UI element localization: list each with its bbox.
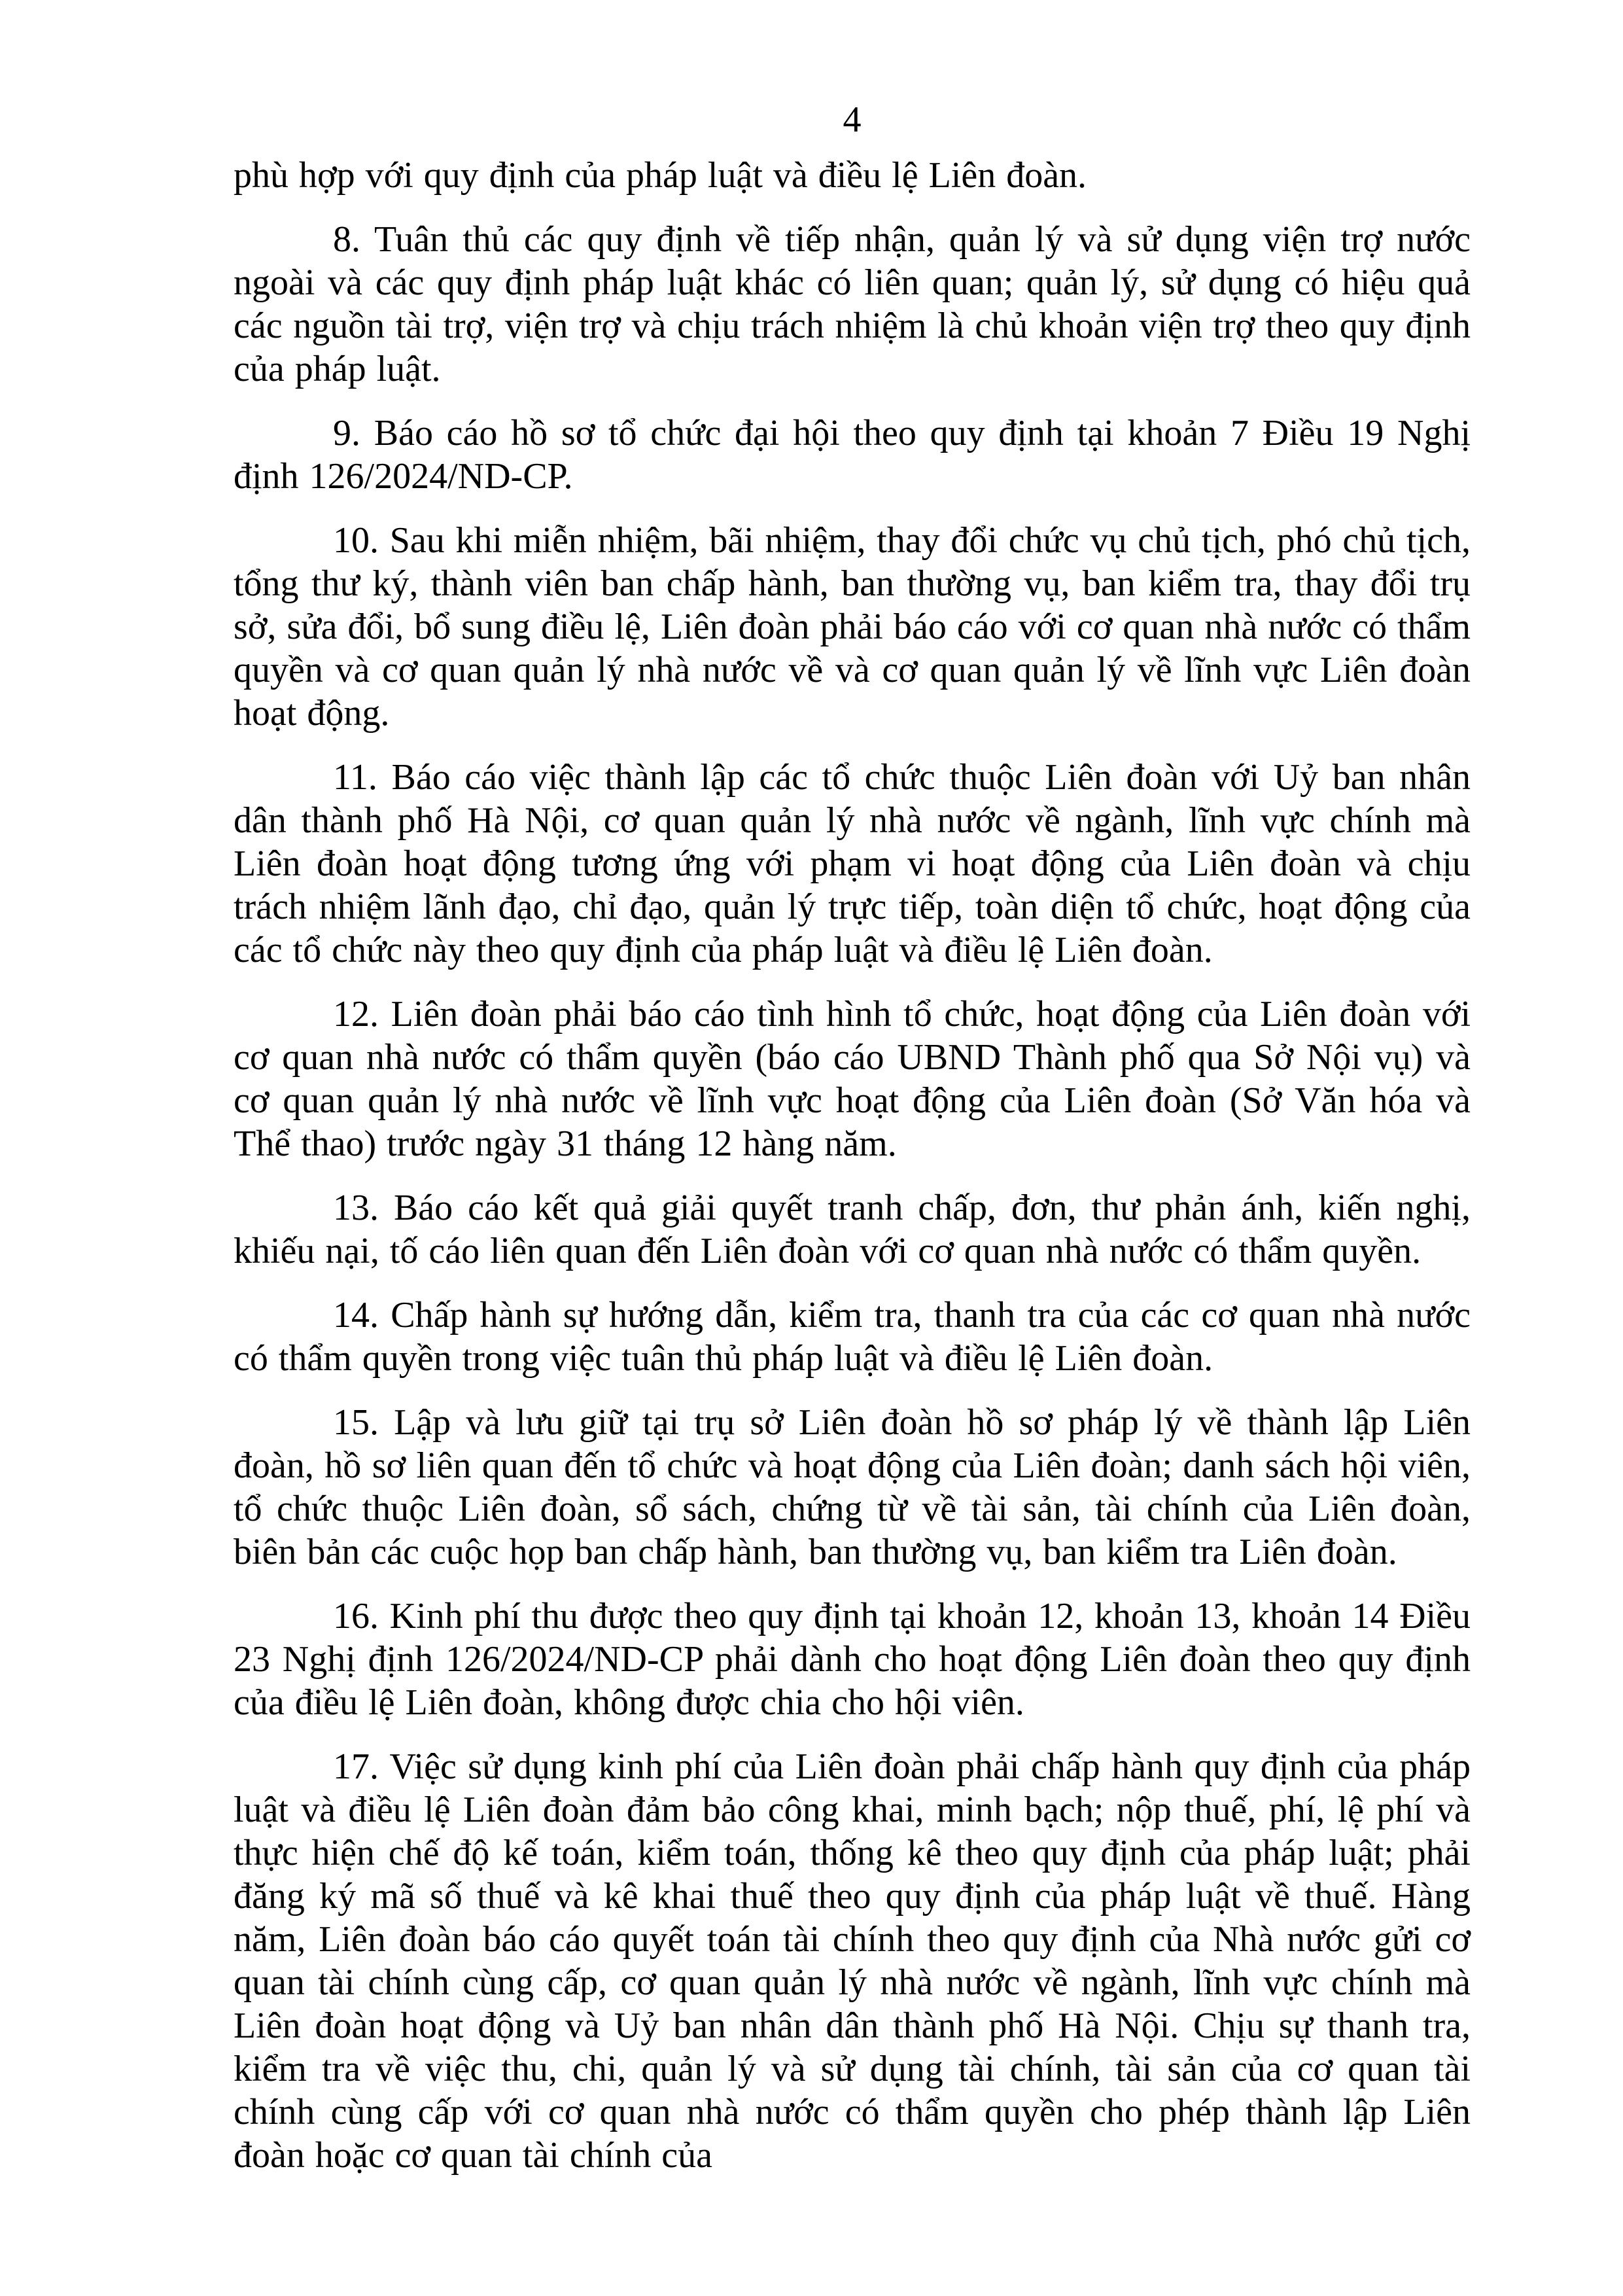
- paragraph-clause-13: 13. Báo cáo kết quả giải quyết tranh chấp, đơn, thư phản ánh, kiến nghị, khiếu nại, tố cáo liên quan đến Liên đoàn với cơ quan nhà nước có thẩm quyền.: [234, 1188, 1471, 1271]
- paragraph-clause-16: 16. Kinh phí thu được theo quy định tại khoản 12, khoản 13, khoản 14 Điều 23 Nghị định 126/2024/ND-CP phải dành cho hoạt động Liên đoàn theo quy định của điều lệ Liên đoàn, không được chia cho hội viên.: [234, 1596, 1471, 1723]
- page-body: [234, 154, 1471, 2177]
- paragraph-clause-11: 11. Báo cáo việc thành lập các tổ chức thuộc Liên đoàn với Uỷ ban nhân dân thành phố Hà Nội, cơ quan quản lý nhà nước về ngành, lĩnh vực chính mà Liên đoàn hoạt động tương ứng với phạm vi hoạt động của Liên đoàn và chịu trách nhiệm lãnh đạo, chỉ đạo, quản lý trực tiếp, toàn diện tổ chức, hoạt động của các tổ chức này theo quy định của pháp luật và điều lệ Liên đoàn.: [234, 757, 1471, 970]
- paragraph-clause-10: 10. Sau khi miễn nhiệm, bãi nhiệm, thay đổi chức vụ chủ tịch, phó chủ tịch, tổng thư ký, thành viên ban chấp hành, ban thường vụ, ban kiểm tra, thay đổi trụ sở, sửa đổi, bổ sung điều lệ, Liên đoàn phải báo cáo với cơ quan nhà nước có thẩm quyền và cơ quan quản lý nhà nước về và cơ quan quản lý về lĩnh vực Liên đoàn hoạt động.: [234, 520, 1471, 733]
- page-number: 4: [843, 99, 862, 140]
- paragraph-clause-15: 15. Lập và lưu giữ tại trụ sở Liên đoàn hồ sơ pháp lý về thành lập Liên đoàn, hồ sơ liên quan đến tổ chức và hoạt động của Liên đoàn; danh sách hội viên, tổ chức thuộc Liên đoàn, sổ sách, chứng từ về tài sản, tài chính của Liên đoàn, biên bản các cuộc họp ban chấp hành, ban thường vụ, ban kiểm tra Liên đoàn.: [234, 1402, 1471, 1572]
- paragraph-clause-17: 17. Việc sử dụng kinh phí của Liên đoàn phải chấp hành quy định của pháp luật và điều lệ Liên đoàn đảm bảo công khai, minh bạch; nộp thuế, phí, lệ phí và thực hiện chế độ kế toán, kiểm toán, thống kê theo quy định của pháp luật; phải đăng ký mã số thuế và kê khai thuế theo quy định của pháp luật về thuế. Hàng năm, Liên đoàn báo cáo quyết toán tài chính theo quy định của Nhà nước gửi cơ quan tài chính cùng cấp, cơ quan quản lý nhà nước về ngành, lĩnh vực chính mà Liên đoàn hoạt động và Uỷ ban nhân dân thành phố Hà Nội. Chịu sự thanh tra, kiểm tra về việc thu, chi, quản lý và sử dụng tài chính, tài sản của cơ quan tài chính cùng cấp với cơ quan nhà nước có thẩm quyền cho phép thành lập Liên đoàn hoặc cơ quan tài chính của: [234, 1746, 1471, 2176]
- paragraph-clause-8: 8. Tuân thủ các quy định về tiếp nhận, quản lý và sử dụng viện trợ nước ngoài và các quy định pháp luật khác có liên quan; quản lý, sử dụng có hiệu quả các nguồn tài trợ, viện trợ và chịu trách nhiệm là chủ khoản viện trợ theo quy định của pháp luật.: [234, 219, 1471, 389]
- page-header: [234, 98, 1471, 141]
- paragraph-clause-14: 14. Chấp hành sự hướng dẫn, kiểm tra, thanh tra của các cơ quan nhà nước có thẩm quyền trong việc tuân thủ pháp luật và điều lệ Liên đoàn.: [234, 1295, 1471, 1379]
- paragraph-continuation: phù hợp với quy định của pháp luật và điều lệ Liên đoàn.: [234, 155, 1087, 196]
- paragraph-clause-12: 12. Liên đoàn phải báo cáo tình hình tổ chức, hoạt động của Liên đoàn với cơ quan nhà nước có thẩm quyền (báo cáo UBND Thành phố qua Sở Nội vụ) và cơ quan quản lý nhà nước về lĩnh vực hoạt động của Liên đoàn (Sở Văn hóa và Thể thao) trước ngày 31 tháng 12 hàng năm.: [234, 994, 1471, 1164]
- paragraph-clause-9: 9. Báo cáo hồ sơ tổ chức đại hội theo quy định tại khoản 7 Điều 19 Nghị định 126/2024/ND-CP.: [234, 413, 1471, 497]
